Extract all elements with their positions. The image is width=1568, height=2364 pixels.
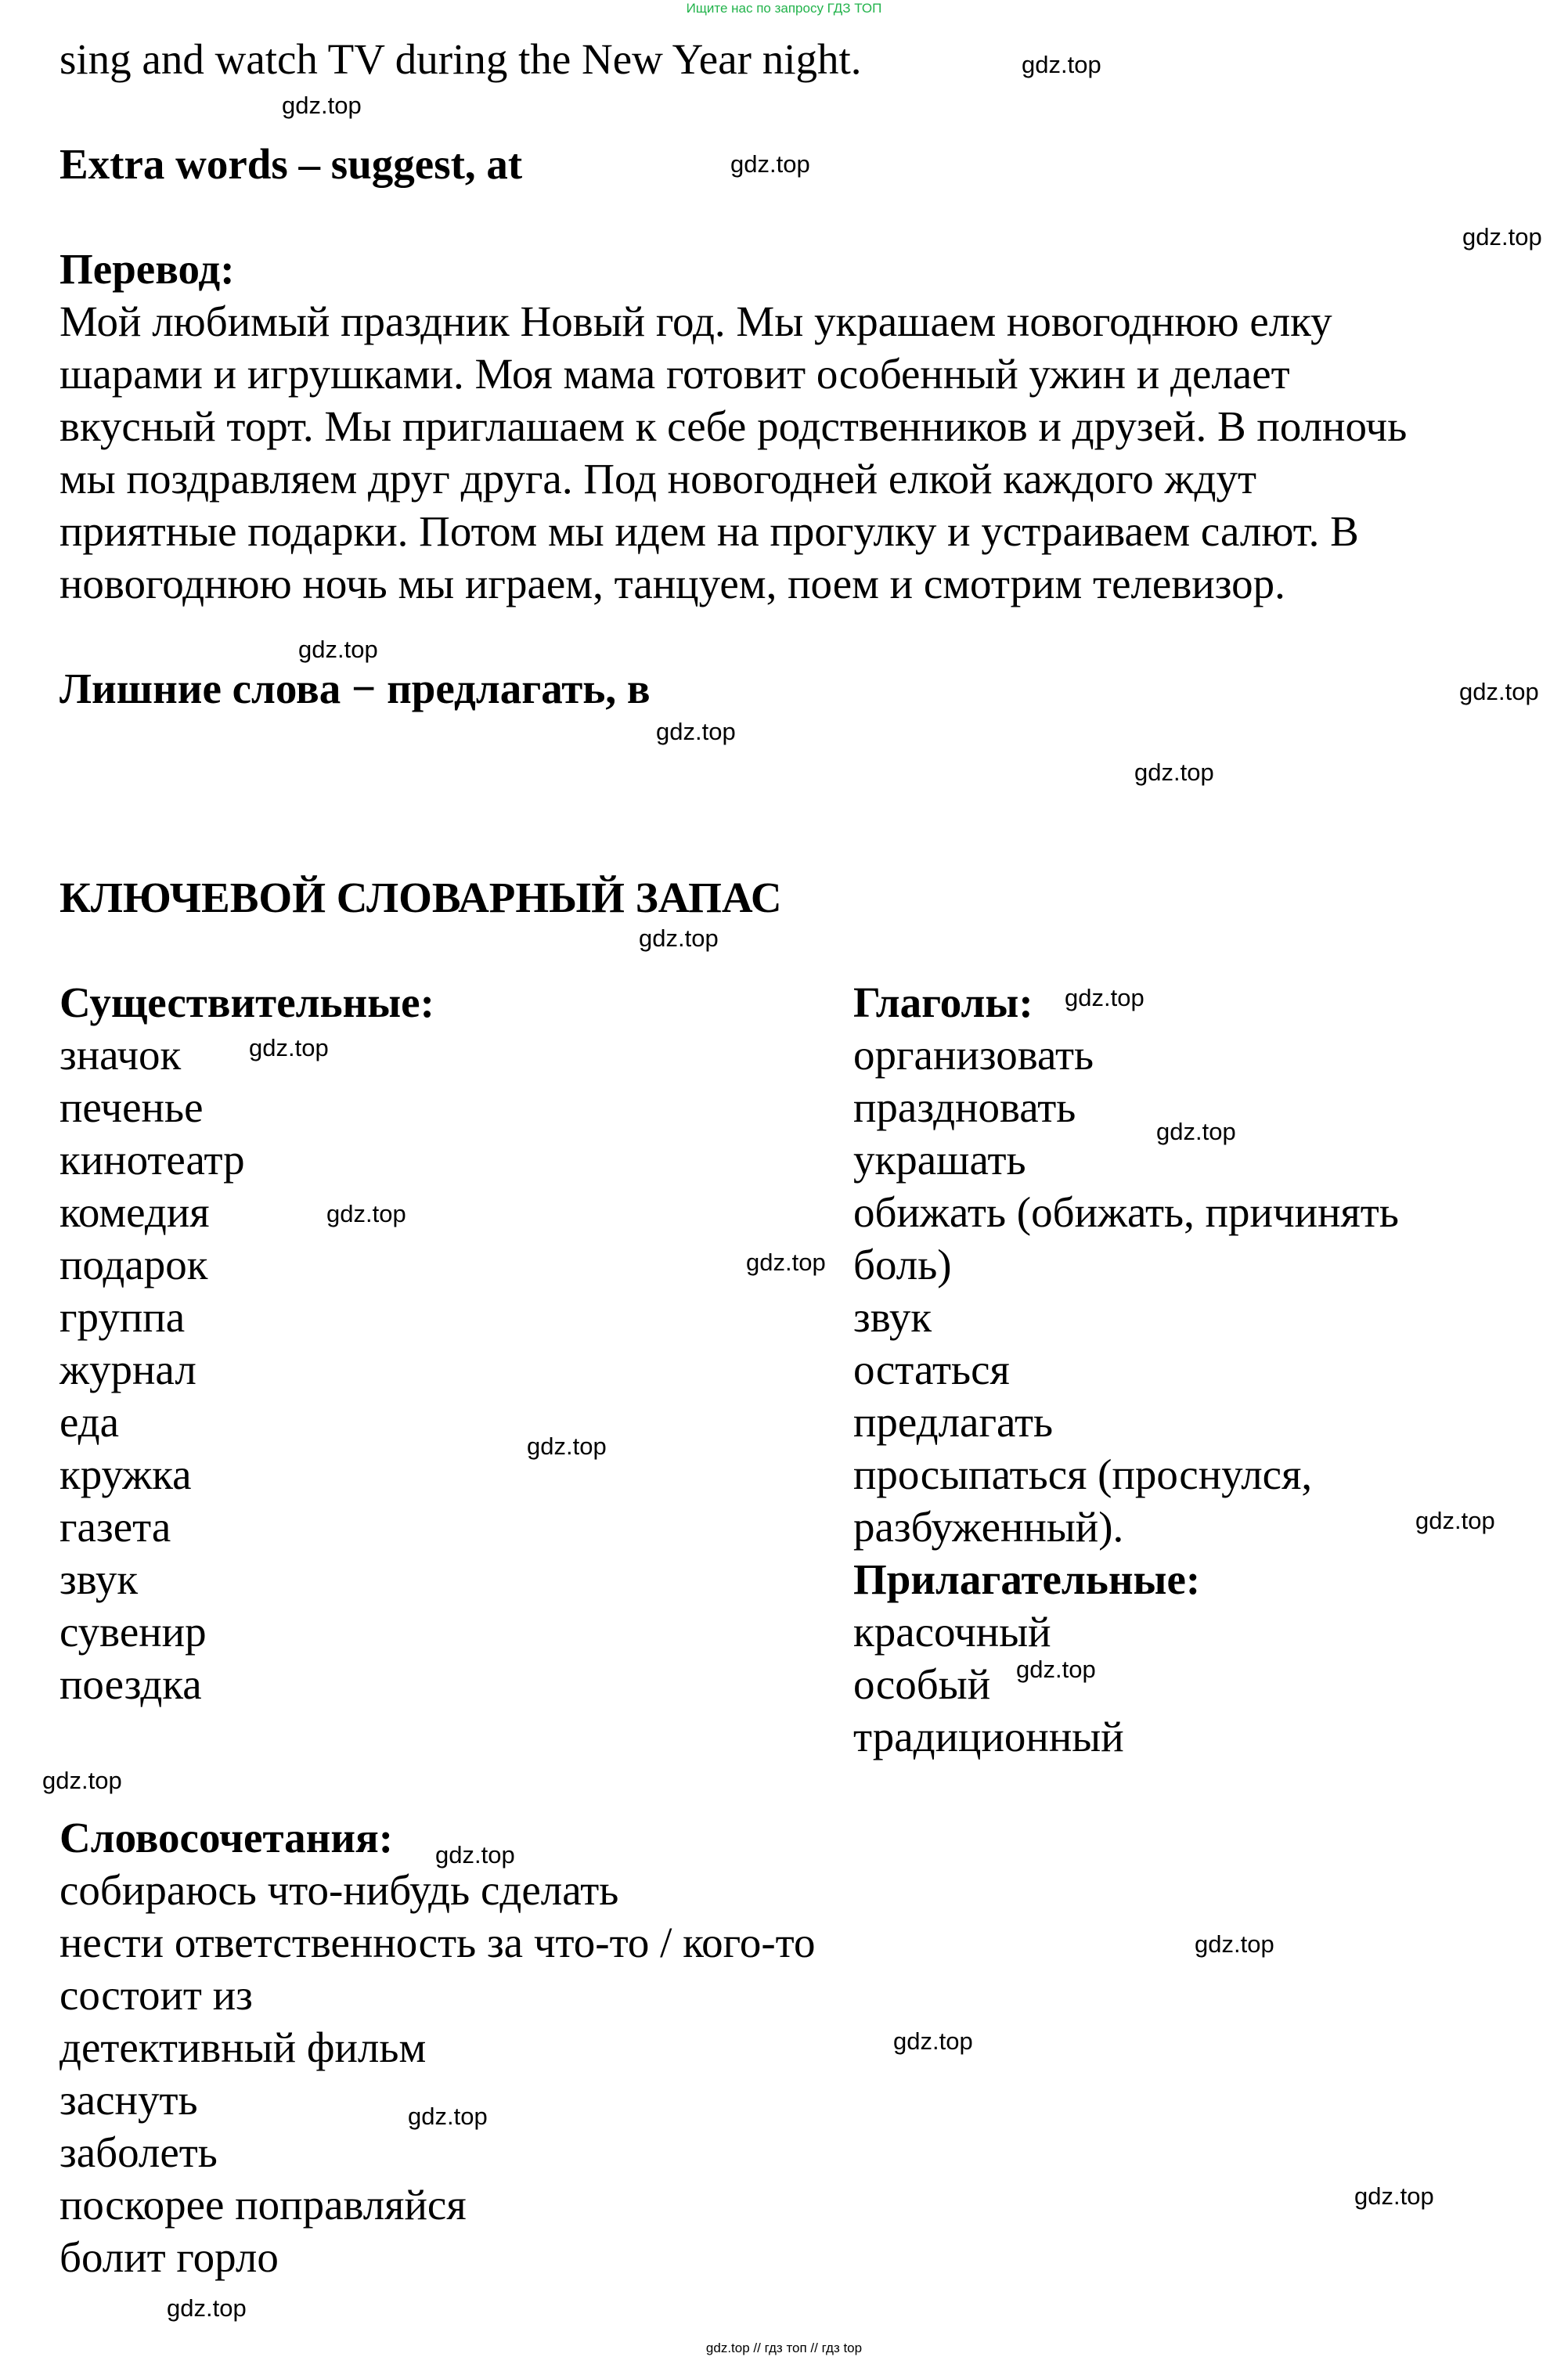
translation-text xyxy=(59,295,1407,610)
verb-item: праздновать xyxy=(853,1083,1076,1131)
watermark: gdz.top xyxy=(282,92,362,119)
phrases-list xyxy=(59,1811,815,2283)
noun-item: еда xyxy=(59,1398,120,1446)
watermark: gdz.top xyxy=(298,636,378,663)
watermark: gdz.top xyxy=(730,150,810,178)
verb-item: звук xyxy=(853,1293,932,1341)
watermark: gdz.top xyxy=(1415,1507,1495,1534)
watermark: gdz.top xyxy=(1459,678,1539,705)
translation-line: приятные подарки. Потом мы идем на прогулку и устраиваем салют. В xyxy=(59,507,1359,555)
phrase-item: собираюсь что-нибудь сделать xyxy=(59,1866,619,1914)
noun-item: комедия xyxy=(59,1188,210,1236)
watermark: gdz.top xyxy=(42,1767,122,1794)
watermark: gdz.top xyxy=(746,1249,826,1276)
top-banner: Ищите нас по запросу ГДЗ ТОП xyxy=(686,1,882,16)
translation-heading: Перевод: xyxy=(59,245,235,293)
phrase-item: болит горло xyxy=(59,2233,279,2281)
adjectives-heading: Прилагательные: xyxy=(853,1555,1201,1603)
noun-item: звук xyxy=(59,1555,139,1603)
translation-line: новогоднюю ночь мы играем, танцуем, поем и смотрим телевизор. xyxy=(59,560,1285,607)
verb-item: остаться xyxy=(853,1346,1010,1393)
verbs-heading: Глаголы: xyxy=(853,978,1033,1026)
watermark: gdz.top xyxy=(167,2294,247,2322)
noun-item: сувенир xyxy=(59,1608,207,1656)
noun-item: кружка xyxy=(59,1450,192,1498)
verb-item: обижать (обижать, причинять xyxy=(853,1188,1399,1236)
noun-item: печенье xyxy=(59,1083,204,1131)
bottom-banner: gdz.top // гдз топ // гдз top xyxy=(705,2341,863,2355)
phrase-item: заболеть xyxy=(59,2128,218,2176)
noun-item: значок xyxy=(59,1031,182,1079)
noun-item: подарок xyxy=(59,1241,208,1288)
verb-item: организовать xyxy=(853,1031,1094,1079)
watermark: gdz.top xyxy=(435,1841,515,1868)
watermark: gdz.top xyxy=(1065,984,1144,1011)
watermark: gdz.top xyxy=(1016,1656,1096,1683)
phrase-item: заснуть xyxy=(59,2076,198,2124)
watermark: gdz.top xyxy=(249,1034,329,1061)
watermark: gdz.top xyxy=(1156,1118,1236,1145)
noun-item: поездка xyxy=(59,1660,202,1708)
watermark: gdz.top xyxy=(893,2027,973,2055)
translation-line: шарами и игрушками. Моя мама готовит особенный ужин и делает xyxy=(59,350,1290,398)
verb-item: боль) xyxy=(853,1241,952,1288)
watermark: gdz.top xyxy=(1195,1930,1274,1958)
english-extra-words: Extra words – suggest, at xyxy=(59,140,523,188)
noun-item: газета xyxy=(59,1503,171,1551)
noun-item: группа xyxy=(59,1293,186,1341)
watermark: gdz.top xyxy=(408,2103,488,2130)
adjective-item: красочный xyxy=(853,1608,1051,1656)
noun-item: кинотеатр xyxy=(59,1136,245,1184)
translation-line: вкусный торт. Мы приглашаем к себе родственников и друзей. В полночь xyxy=(59,402,1408,450)
adjective-item: традиционный xyxy=(853,1713,1124,1760)
verb-item: украшать xyxy=(853,1136,1026,1184)
nouns-heading: Существительные: xyxy=(59,978,434,1026)
watermark: gdz.top xyxy=(1134,759,1214,786)
translation-line: мы поздравляем друг друга. Под новогодней елкой каждого ждут xyxy=(59,455,1257,503)
phrase-item: поскорее поправляйся xyxy=(59,2181,467,2229)
translation-line: Мой любимый праздник Новый год. Мы украшаем новогоднюю елку xyxy=(59,297,1332,345)
watermark: gdz.top xyxy=(1462,223,1542,250)
watermark: gdz.top xyxy=(1354,2182,1434,2210)
watermark: gdz.top xyxy=(1022,51,1101,78)
english-last-line: sing and watch TV during the New Year night. xyxy=(59,35,862,83)
watermark: gdz.top xyxy=(639,924,719,952)
verb-item: просыпаться (проснулся, xyxy=(853,1450,1313,1498)
translation-extra-words: Лишние слова − предлагать, в xyxy=(59,665,651,712)
verb-item: предлагать xyxy=(853,1398,1054,1446)
adjective-item: особый xyxy=(853,1660,991,1708)
phrase-item: состоит из xyxy=(59,1971,253,2019)
phrases-heading: Словосочетания: xyxy=(59,1814,394,1861)
vocabulary-title: КЛЮЧЕВОЙ СЛОВАРНЫЙ ЗАПАС xyxy=(59,874,782,921)
noun-item: журнал xyxy=(59,1346,196,1393)
nouns-list xyxy=(59,976,434,1710)
phrase-item: детективный фильм xyxy=(59,2023,427,2071)
watermark: gdz.top xyxy=(527,1432,607,1460)
watermark: gdz.top xyxy=(326,1200,406,1227)
phrase-item: нести ответственность за что-то / кого-то xyxy=(59,1919,816,1966)
verbs-adjectives-list xyxy=(853,976,1399,1763)
watermark: gdz.top xyxy=(656,718,736,745)
verb-item: разбуженный). xyxy=(853,1503,1124,1551)
